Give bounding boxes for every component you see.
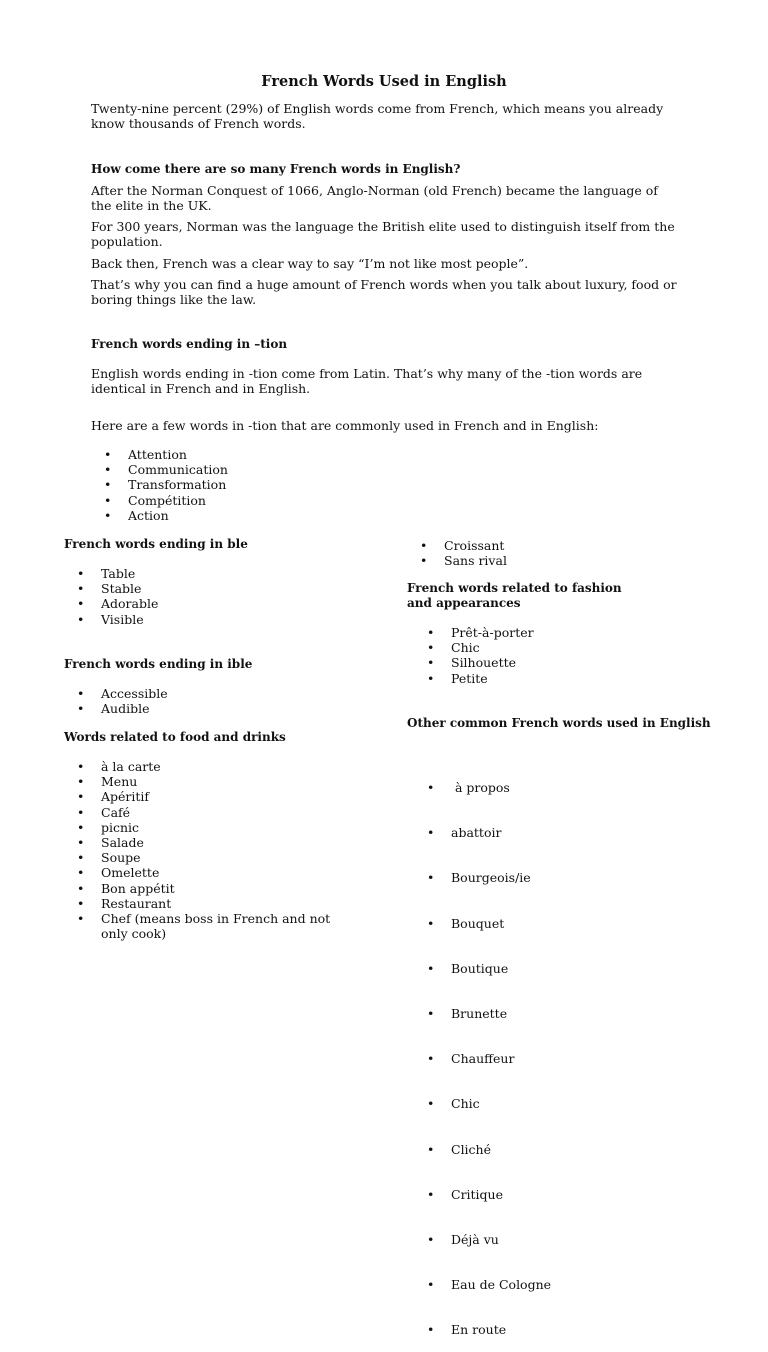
tion-list <box>128 447 428 523</box>
ible-heading: French words ending in ible <box>64 657 253 671</box>
list-item: • Brunette <box>451 1006 731 1021</box>
food-list <box>101 759 351 941</box>
list-item: • Accessible <box>101 686 381 701</box>
history-paragraph-3: Back then, French was a clear way to say “I’m not like most people”. <box>91 256 529 271</box>
list-item: • Chic <box>451 1096 731 1111</box>
history-paragraph-4: That’s why you can find a huge amount of French words when you talk about luxury, food or boring things like the law. <box>91 277 677 307</box>
list-item: • Table <box>101 566 381 581</box>
list-item: • Salade <box>101 835 351 850</box>
intro-paragraph: Twenty-nine percent (29%) of English words come from French, which means you already know thousands of French words. <box>91 101 664 131</box>
list-item: • Croissant <box>444 538 724 553</box>
list-item: • Cliché <box>451 1142 731 1157</box>
list-item: • abattoir <box>451 825 731 840</box>
list-item: • Audible <box>101 701 381 716</box>
list-item: • En route <box>451 1322 731 1337</box>
list-item: • Bourgeois/ie <box>451 870 731 885</box>
history-heading: How come there are so many French words in English? <box>91 162 461 176</box>
tion-paragraph-2: Here are a few words in -tion that are commonly used in French and in English: <box>91 418 599 433</box>
list-item: • Compétition <box>128 493 428 508</box>
list-item: • Bouquet <box>451 916 731 931</box>
list-item: • Soupe <box>101 850 351 865</box>
history-p1-before: After the Norman Conquest of 1066, <box>91 183 327 198</box>
list-item: • Transformation <box>128 477 428 492</box>
list-item: • Stable <box>101 581 381 596</box>
list-item: • Adorable <box>101 596 381 611</box>
history-p1-after: (old French) became the language of the elite in the UK. <box>91 183 658 213</box>
ible-list <box>101 686 381 716</box>
tion-heading: French words ending in –tion <box>91 337 288 351</box>
other-list <box>451 750 731 1352</box>
list-item: • picnic <box>101 820 351 835</box>
list-item: • Sans rival <box>444 553 724 568</box>
list-item: • Eau de Cologne <box>451 1277 731 1292</box>
fashion-heading: French words related to fashion and appearances <box>407 581 622 610</box>
list-item: • Bon appétit <box>101 881 351 896</box>
page-title: French Words Used in English <box>261 73 507 90</box>
list-item: • Silhouette <box>451 655 731 670</box>
list-item: • à la carte <box>101 759 351 774</box>
list-item: • Chic <box>451 640 731 655</box>
list-item: • Boutique <box>451 961 731 976</box>
ble-list <box>101 566 381 627</box>
list-item: • Omelette <box>101 865 351 880</box>
history-paragraph-2: For 300 years, Norman was the language the British elite used to distinguish itself from the population. <box>91 219 675 249</box>
list-item: • Action <box>128 508 428 523</box>
list-item: • Déjà vu <box>451 1232 731 1247</box>
list-item: • Apéritif <box>101 789 351 804</box>
list-item: • Visible <box>101 612 381 627</box>
list-item: • Menu <box>101 774 351 789</box>
anglo-norman-link[interactable]: Anglo-Norman <box>326 183 420 198</box>
list-item: • Critique <box>451 1187 731 1202</box>
list-item: • Chauffeur <box>451 1051 731 1066</box>
list-item: • Petite <box>451 671 731 686</box>
food-continued-list <box>444 538 724 568</box>
list-item: • Attention <box>128 447 428 462</box>
fashion-list <box>451 625 731 686</box>
list-item: • Prêt-à-porter <box>451 625 731 640</box>
list-item: • Restaurant <box>101 896 351 911</box>
list-item: • Café <box>101 805 351 820</box>
list-item: • Communication <box>128 462 428 477</box>
list-item: • Chef (means boss in French and not only cook) <box>101 911 351 941</box>
other-heading: Other common French words used in English <box>407 716 711 730</box>
ble-heading: French words ending in ble <box>64 537 248 551</box>
history-paragraph-1 <box>91 183 681 213</box>
tion-paragraph-1: English words ending in -tion come from Latin. That’s why many of the -tion words are identical in French and in English. <box>91 366 643 396</box>
list-item: • à propos <box>451 780 731 795</box>
food-heading: Words related to food and drinks <box>64 730 286 744</box>
